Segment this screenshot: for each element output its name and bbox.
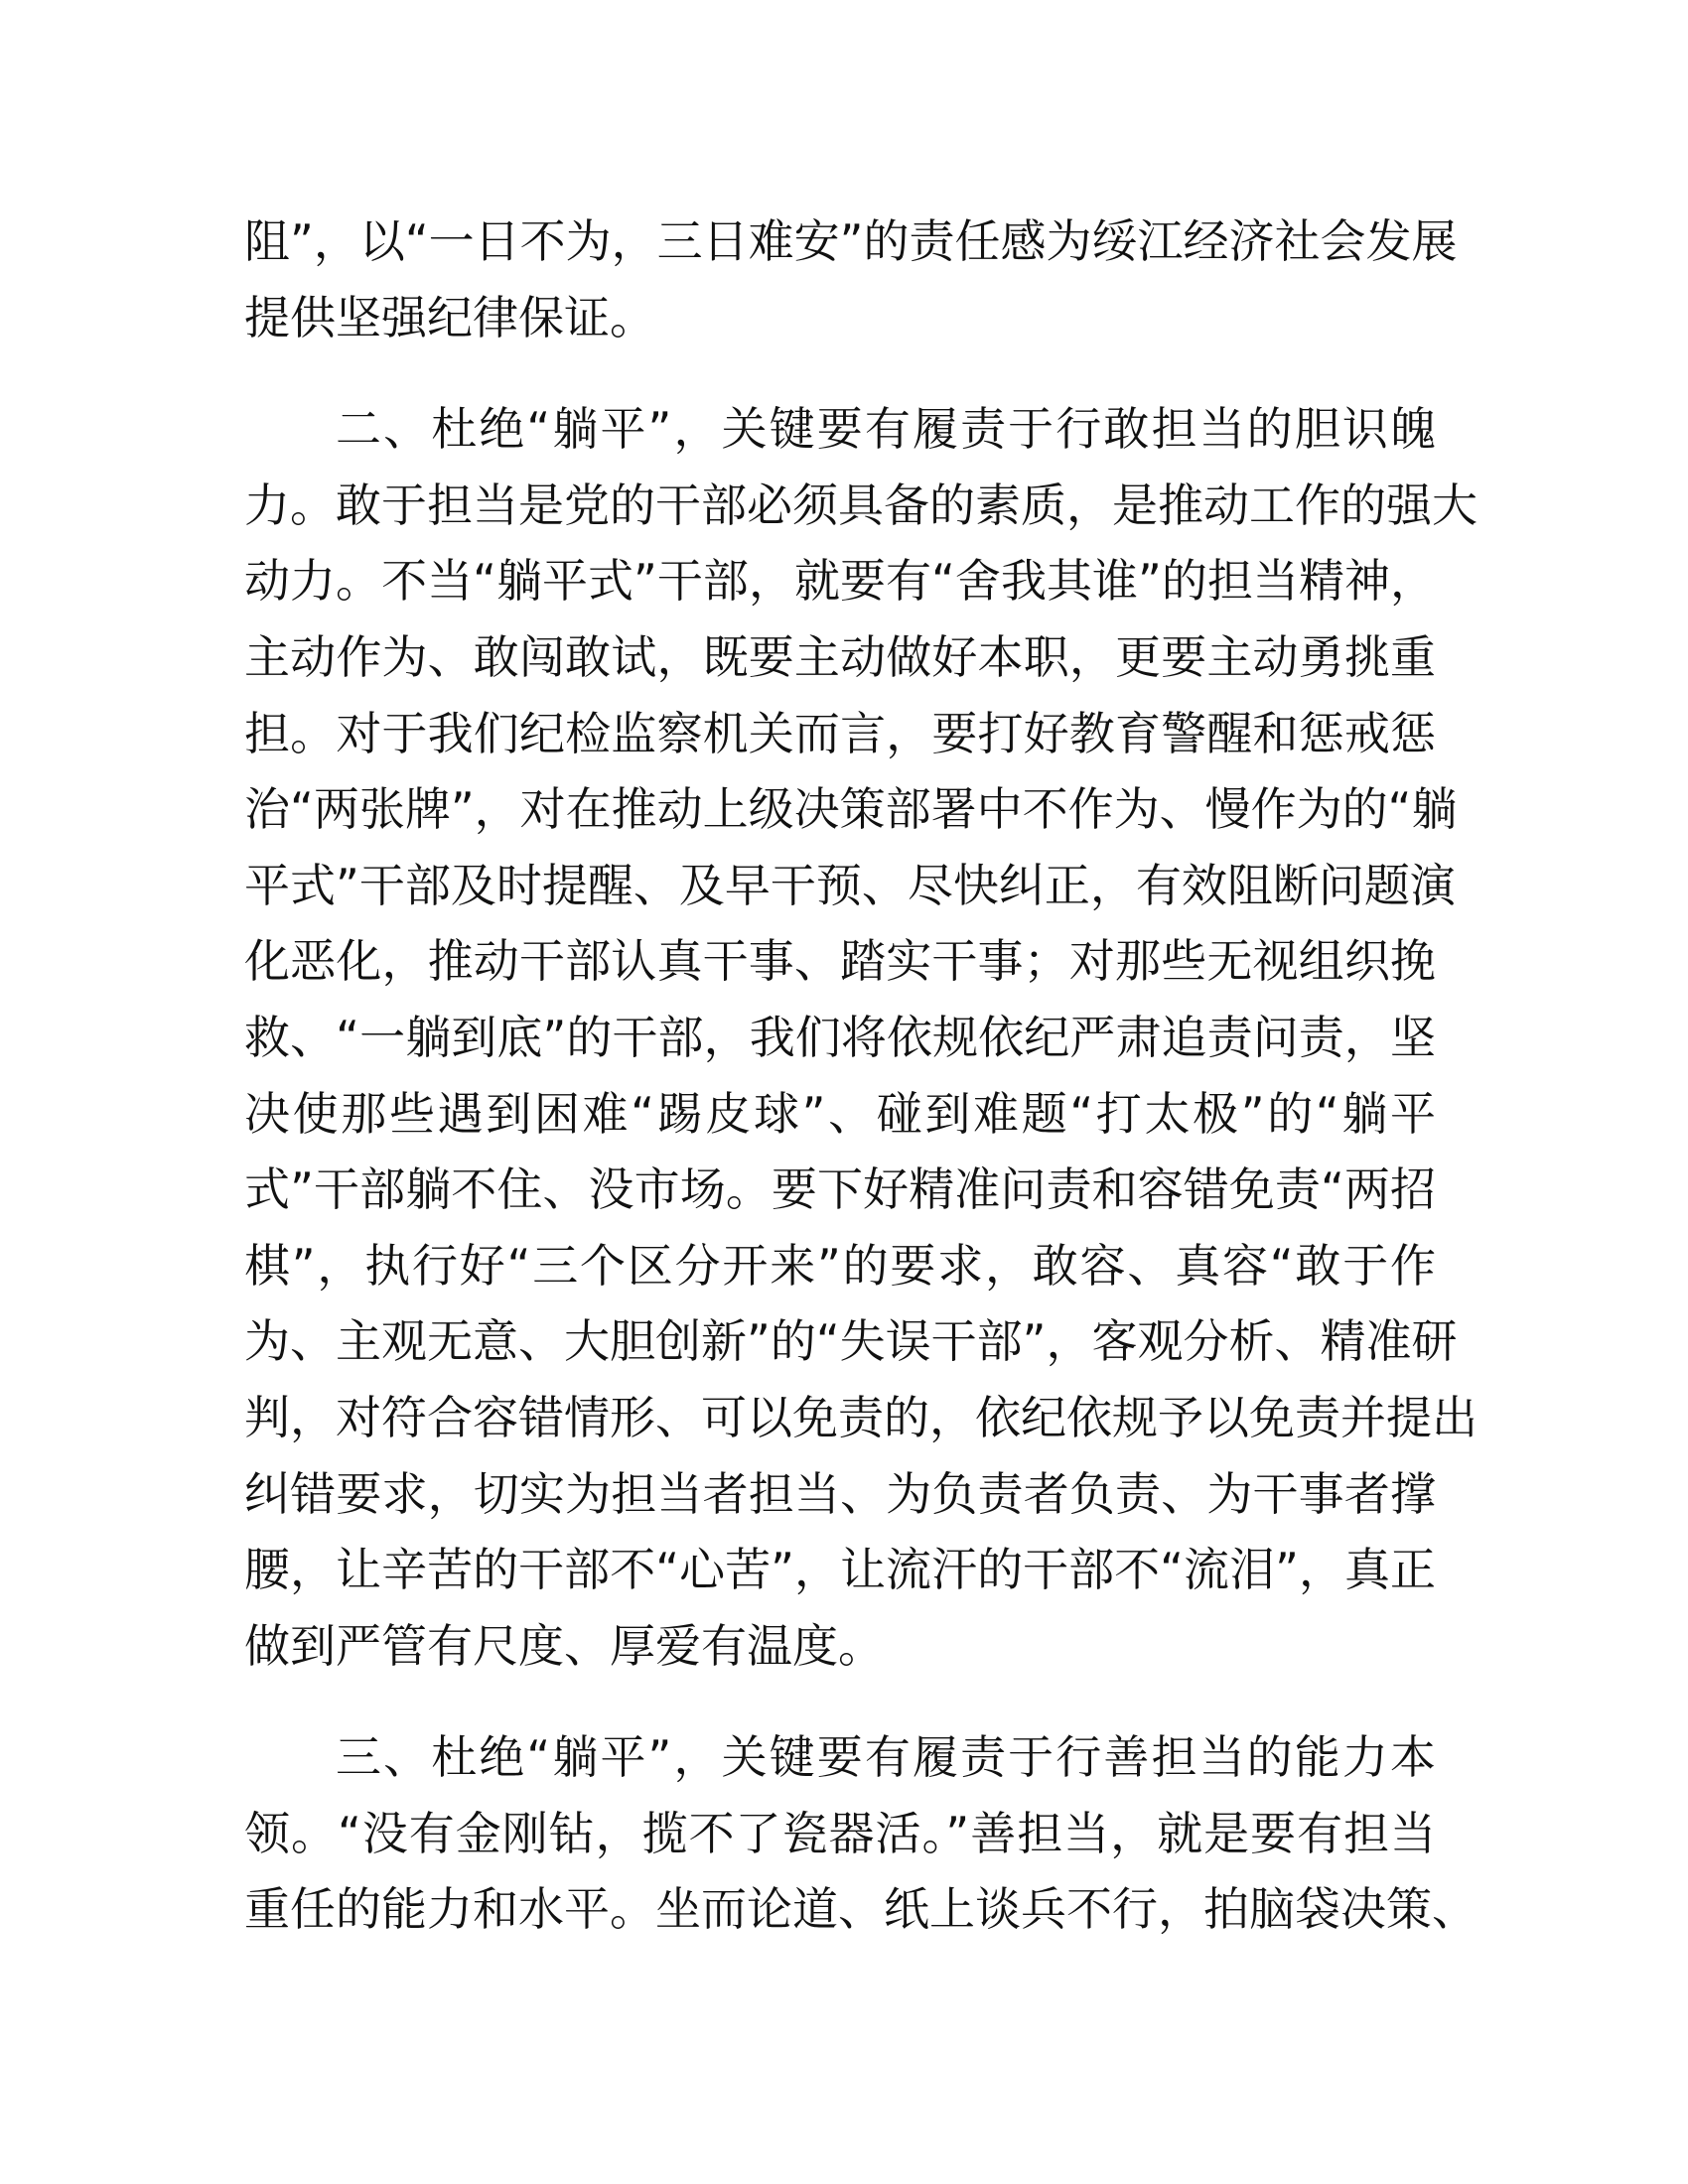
p2-line-14: 判，对符合容错情形、可以免责的，依纪依规予以免责并提出 [244, 1390, 1477, 1444]
p2-line-1: 二、杜绝“躺平”，关键要有履责于行敢担当的胆识魄 [336, 402, 1436, 457]
p2-line-16: 腰，让辛苦的干部不“心苦”，让流汗的干部不“流泪”，真正 [244, 1543, 1436, 1597]
p2-line-5: 担。对于我们纪检监察机关而言，要打好教育警醒和惩戒惩 [244, 706, 1436, 760]
paragraph-gap [244, 1684, 1436, 1719]
p2-line-13: 为、主观无意、大胆创新”的“失误干部”，客观分析、精准研 [244, 1314, 1458, 1369]
p2-line-4: 主动作为、敢闯敢试，既要主动做好本职，更要主动勇挑重 [244, 629, 1436, 684]
p2-line-10: 决使那些遇到困难“踢皮球”、碰到难题“打太极”的“躺平 [244, 1086, 1436, 1141]
p3-line-1: 三、杜绝“躺平”，关键要有履责于行善担当的能力本 [336, 1730, 1436, 1785]
p2-line-17: 做到严管有尺度、厚爱有温度。 [244, 1618, 884, 1673]
document-body [244, 204, 1477, 1948]
p2-line-7: 平式”干部及时提醒、及早干预、尽快纠正，有效阻断问题演 [244, 858, 1456, 912]
p2-line-8: 化恶化，推动干部认真干事、踏实干事；对那些无视组织挽 [244, 934, 1436, 989]
p3-line-3: 重任的能力和水平。坐而论道、纸上谈兵不行，拍脑袋决策、 [244, 1882, 1477, 1937]
p2-line-6: 治“两张牌”，对在推动上级决策部署中不作为、慢作为的“躺 [244, 782, 1458, 837]
p2-line-12: 棋”，执行好“三个区分开来”的要求，敢容、真容“敢于作 [244, 1238, 1436, 1293]
p2-line-9: 救、“一躺到底”的干部，我们将依规依纪严肃追责问责，坚 [244, 1010, 1436, 1064]
p1-line-1: 阻”，以“一日不为，三日难安”的责任感为绥江经济社会发展 [244, 214, 1458, 268]
p2-line-3: 动力。不当“躺平式”干部，就要有“舍我其谁”的担当精神， [244, 554, 1436, 609]
p1-line-2: 提供坚强纪律保证。 [244, 290, 655, 344]
paragraph-gap [244, 355, 1436, 391]
p2-line-2: 力。敢于担当是党的干部必须具备的素质，是推动工作的强大 [244, 478, 1477, 532]
p2-line-15: 纠错要求，切实为担当者担当、为负责者负责、为干事者撑 [244, 1466, 1436, 1521]
p2-line-11: 式”干部躺不住、没市场。要下好精准问责和容错免责“两招 [244, 1162, 1436, 1217]
p3-line-2: 领。“没有金刚钻，揽不了瓷器活。”善担当，就是要有担当 [244, 1806, 1436, 1860]
